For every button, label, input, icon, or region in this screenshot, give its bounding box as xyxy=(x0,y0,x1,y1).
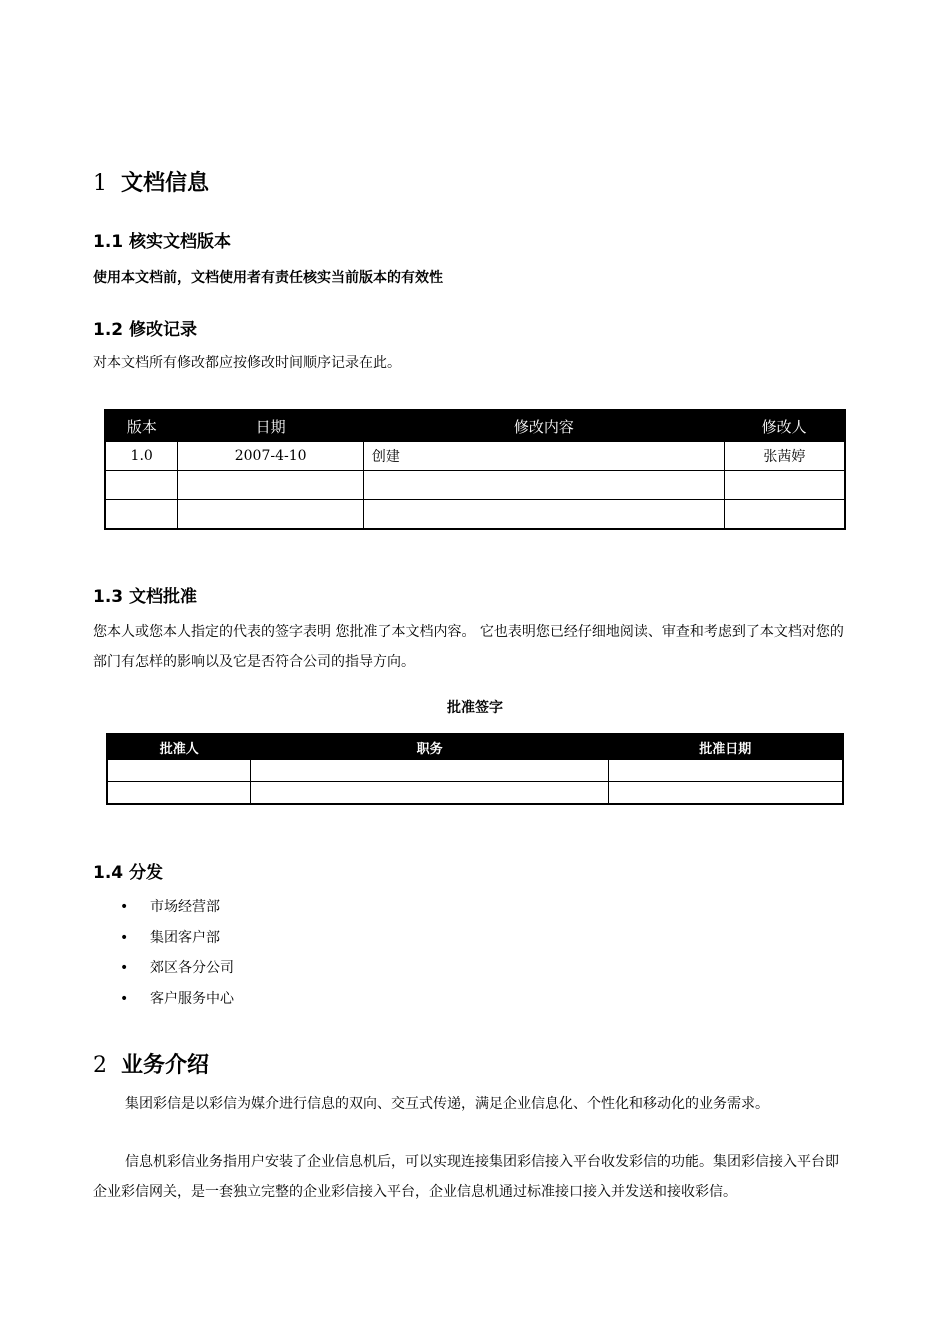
bullet-icon: • xyxy=(120,990,129,1007)
header-date: 日期 xyxy=(178,410,364,442)
bullet-icon: • xyxy=(120,960,129,976)
header-version: 版本 xyxy=(105,410,178,442)
cell-date xyxy=(178,500,364,530)
header-position: 职务 xyxy=(251,734,609,760)
section-1-number: 1 xyxy=(93,171,107,196)
list-item-label: 市场经营部 xyxy=(150,899,220,915)
cell-author: 张茜婷 xyxy=(724,442,845,471)
section-2-number: 2 xyxy=(93,1053,107,1078)
table-row xyxy=(105,471,845,500)
section-1-title: 文档信息 xyxy=(121,171,210,196)
list-item-label: 郊区各分公司 xyxy=(150,960,234,976)
cell-content xyxy=(363,500,724,530)
table-row xyxy=(105,500,845,530)
cell-version xyxy=(105,500,178,530)
cell-position xyxy=(251,782,609,805)
cell-approver xyxy=(107,760,251,782)
subsection-1-2-title: 1.2 修改记录 xyxy=(93,320,198,340)
header-approval-date: 批准日期 xyxy=(609,734,843,760)
header-author: 修改人 xyxy=(724,410,845,442)
business-intro-paragraph-1: 集团彩信是以彩信为媒介进行信息的双向、交互式传递，满足企业信息化、个性化和移动化的业务需求。 xyxy=(125,1096,769,1112)
version-check-note: 使用本文档前，文档使用者有责任核实当前版本的有效性 xyxy=(93,270,443,286)
subsection-1-3-title: 1.3 文档批准 xyxy=(93,587,198,607)
cell-approval-date xyxy=(609,760,843,782)
approval-table xyxy=(106,733,844,805)
bullet-icon: • xyxy=(120,929,129,946)
list-item xyxy=(93,892,234,923)
list-item xyxy=(93,984,234,1015)
table-row xyxy=(107,782,843,805)
section-2-heading xyxy=(93,1048,209,1079)
cell-position xyxy=(251,760,609,782)
subsection-1-4-title: 1.4 分发 xyxy=(93,863,164,883)
table-row xyxy=(107,760,843,782)
approval-intro: 您本人或您本人指定的代表的签字表明 您批准了本文档内容。 它也表明您已经仔细地阅读、审查和考虑到了本文档对您的部门有怎样的影响以及它是否符合公司的指导方向。 xyxy=(93,624,844,670)
bullet-icon: • xyxy=(120,899,129,915)
approval-caption: 批准签字 xyxy=(447,700,503,716)
list-item-label: 集团客户部 xyxy=(150,929,220,946)
cell-approval-date xyxy=(609,782,843,805)
approval-table-header xyxy=(107,734,843,760)
cell-approver xyxy=(107,782,251,805)
section-1-heading xyxy=(93,166,209,197)
cell-date: 2007-4-10 xyxy=(178,442,364,471)
revision-table xyxy=(104,409,846,530)
list-item-label: 客户服务中心 xyxy=(150,990,234,1007)
table-row xyxy=(105,442,845,471)
cell-version xyxy=(105,471,178,500)
list-item xyxy=(93,923,234,954)
cell-version: 1.0 xyxy=(105,442,178,471)
list-item xyxy=(93,953,234,984)
revision-table-header xyxy=(105,410,845,442)
subsection-1-1-title: 1.1 核实文档版本 xyxy=(93,232,232,252)
header-approver: 批准人 xyxy=(107,734,251,760)
header-content: 修改内容 xyxy=(363,410,724,442)
cell-content xyxy=(363,471,724,500)
distribution-list xyxy=(93,892,234,1014)
cell-author xyxy=(724,471,845,500)
section-2-title: 业务介绍 xyxy=(121,1053,210,1078)
business-intro-paragraph-2: 信息机彩信业务指用户安装了企业信息机后，可以实现连接集团彩信接入平台收发彩信的功能。集团彩信接入平台即企业彩信网关，是一套独立完整的企业彩信接入平台，企业信息机通过标准接口接入并发送和接收彩信。 xyxy=(93,1154,839,1200)
revision-intro: 对本文档所有修改都应按修改时间顺序记录在此。 xyxy=(93,355,401,371)
cell-date xyxy=(178,471,364,500)
cell-content: 创建 xyxy=(363,442,724,471)
cell-author xyxy=(724,500,845,530)
